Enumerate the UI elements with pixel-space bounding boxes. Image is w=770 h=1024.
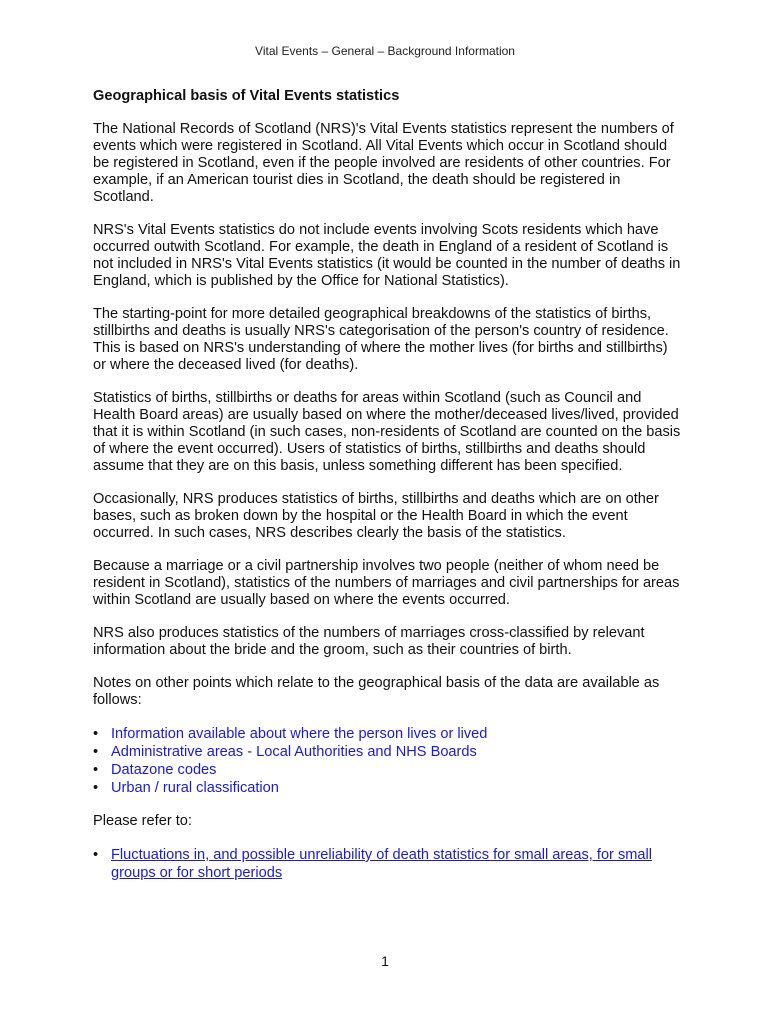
list-item [111,779,683,797]
running-header: Vital Events – General – Background Information [255,44,515,58]
paragraph-country-of-residence: The starting-point for more detailed geographical breakdowns of the statistics of births, stillbirths and deaths is usually NRS's categorisation of the person's country of residence. This is based on NRS's understanding of where the mother lives (for births and stillbirths) or where the deceased lived (for deaths). [93,306,669,373]
link-urban-rural-classification[interactable]: Urban / rural classification [111,780,279,796]
list-item [111,725,683,743]
page-number: 1 [381,953,389,969]
notes-link-list [93,725,683,797]
list-item [111,743,683,761]
link-administrative-areas[interactable]: Administrative areas - Local Authorities and NHS Boards [111,744,477,760]
link-where-person-lives[interactable]: Information available about where the person lives or lived [111,726,488,742]
paragraph-other-bases: Occasionally, NRS produces statistics of births, stillbirths and deaths which are on other bases, such as broken down by the hospital or the Health Board in which the event occurred. In such cases, NRS describes clearly the basis of the statistics. [93,491,659,541]
list-item [111,846,683,882]
refer-link-list [93,846,683,882]
list-item [111,761,683,779]
section-heading: Geographical basis of Vital Events statistics [93,88,400,104]
paragraph-marriages-civil-partnerships: Because a marriage or a civil partnership involves two people (neither of whom need be resident in Scotland), statistics of the numbers of marriages and civil partnerships for areas within Scotland are usually based on where the events occurred. [93,558,680,608]
paragraph-areas-within-scotland: Statistics of births, stillbirths or deaths for areas within Scotland (such as Council and Health Board areas) are usually based on where the mother/deceased lives/lived, provided that it is within Scotland (in such cases, non-residents of Scotland are counted on the basis of where the event occurred). Users of statistics of births, stillbirths and deaths should assume that they are on this basis, unless something different has been specified. [93,390,681,474]
document-body [93,88,683,898]
link-datazone-codes[interactable]: Datazone codes [111,762,217,778]
refer-label: Please refer to: [93,813,192,829]
link-fluctuations-small-areas[interactable]: Fluctuations in, and possible unreliability of death statistics for small areas, for small groups or for short periods [111,847,653,881]
paragraph-registration: The National Records of Scotland (NRS)'s Vital Events statistics represent the numbers of events which were registered in Scotland. All Vital Events which occur in Scotland should be registered in Scotland, even if the people involved are residents of other countries. For example, if an American tourist dies in Scotland, the death should be registered in Scotland. [93,121,674,205]
paragraph-outwith-scotland: NRS's Vital Events statistics do not include events involving Scots residents which have occurred outwith Scotland. For example, the death in England of a resident of Scotland is not included in NRS's Vital Events statistics (it would be counted in the number of deaths in England, which is published by the Office for National Statistics). [93,222,681,289]
paragraph-cross-classified: NRS also produces statistics of the numbers of marriages cross-classified by relevant information about the bride and the groom, such as their countries of birth. [93,625,645,658]
paragraph-notes-intro: Notes on other points which relate to the geographical basis of the data are available as follows: [93,675,660,708]
